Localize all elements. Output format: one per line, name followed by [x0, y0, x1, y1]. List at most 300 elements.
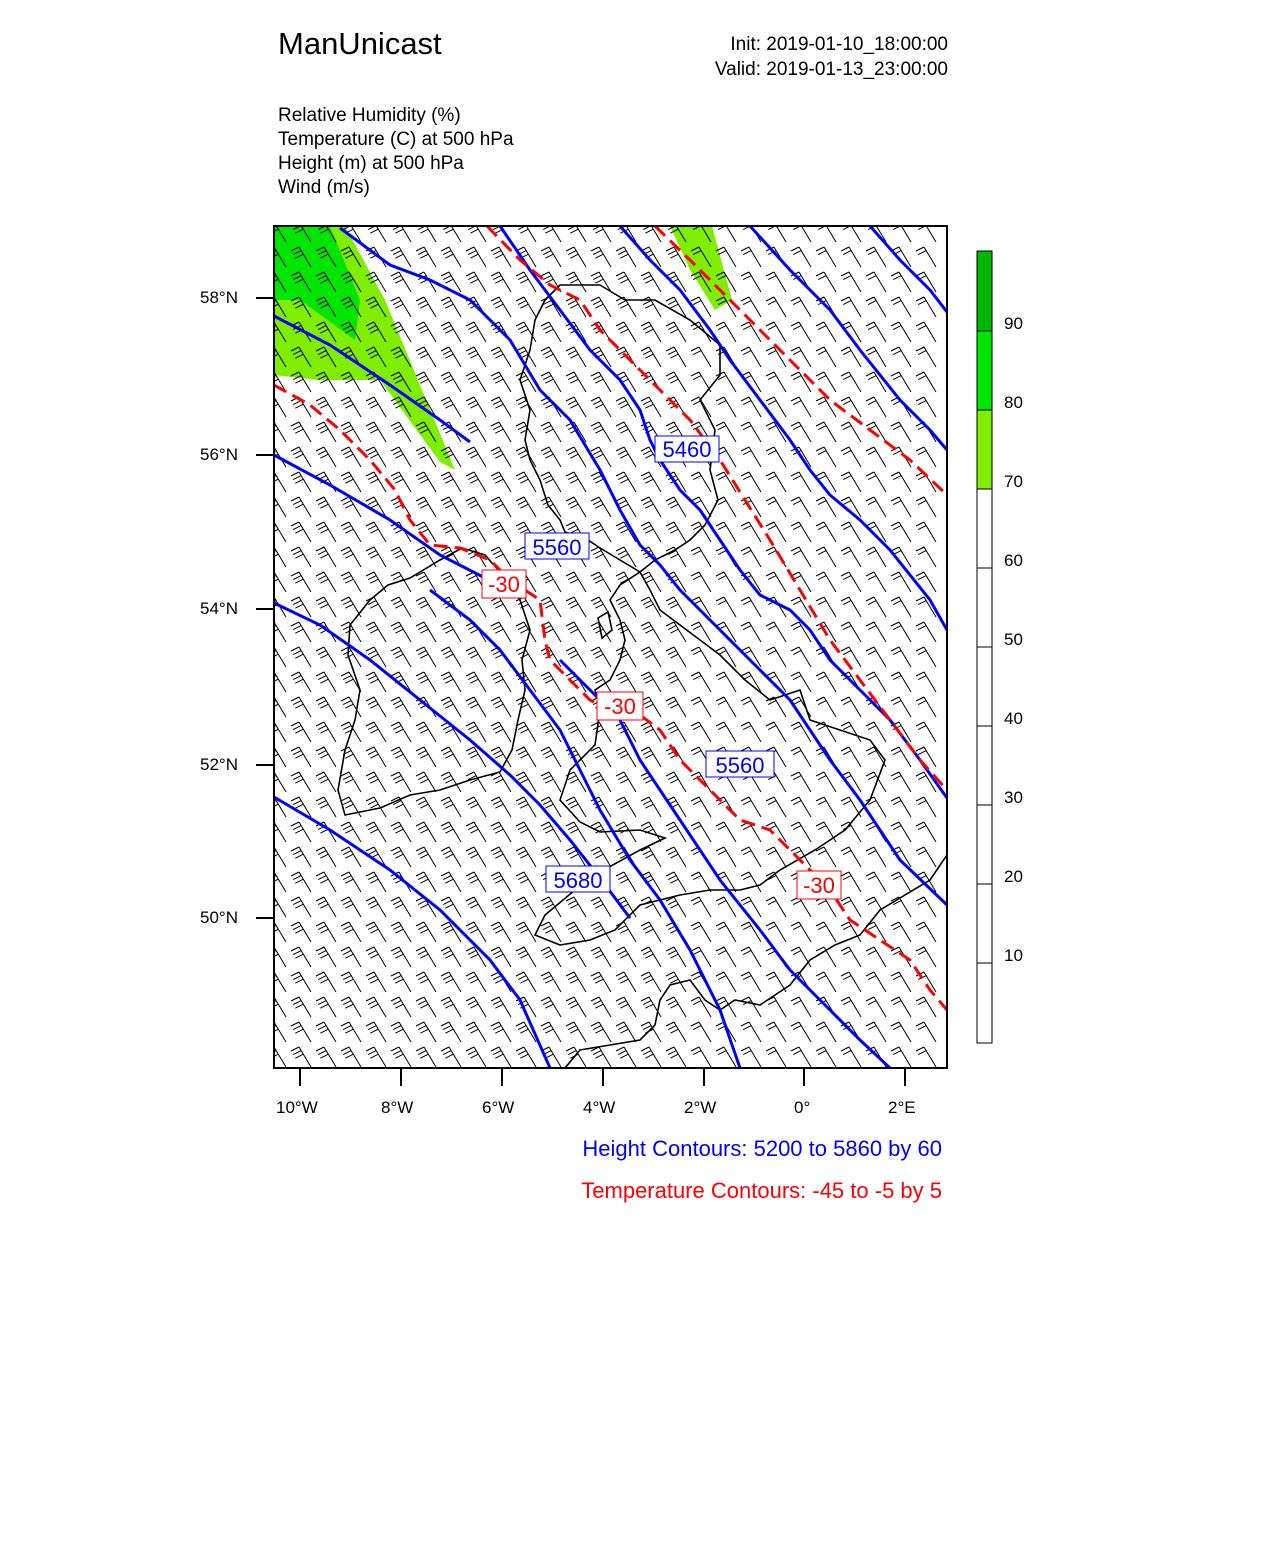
- wind-barb: [691, 647, 711, 667]
- wind-barb: [891, 272, 911, 292]
- wind-barb: [541, 247, 561, 267]
- wind-barb: [266, 497, 286, 517]
- wind-barb: [541, 897, 561, 917]
- wind-barb: [316, 897, 336, 917]
- wind-barb: [591, 547, 611, 567]
- wind-barb: [266, 922, 286, 942]
- wind-barb: [441, 247, 461, 267]
- wind-barb: [566, 947, 586, 967]
- wind-barb: [841, 947, 861, 967]
- wind-barb: [341, 922, 361, 942]
- wind-barb: [866, 322, 886, 342]
- wind-barb: [691, 697, 711, 717]
- wind-barb: [591, 397, 611, 417]
- wind-barb: [916, 697, 936, 717]
- colorbar-label: 80: [1004, 393, 1023, 412]
- wind-barb: [816, 497, 836, 517]
- wind-barb: [516, 597, 536, 617]
- wind-barb: [266, 997, 286, 1017]
- wind-barb: [541, 322, 561, 342]
- wind-barb: [816, 672, 836, 692]
- wind-barb: [591, 247, 611, 267]
- wind-barb: [691, 722, 711, 742]
- colorbar-label: 20: [1004, 867, 1023, 886]
- wind-barb: [416, 597, 436, 617]
- wind-barb: [816, 347, 836, 367]
- wind-barb: [541, 372, 561, 392]
- wind-barb: [591, 372, 611, 392]
- wind-barb: [816, 897, 836, 917]
- wind-barb: [616, 597, 636, 617]
- wind-barb: [466, 597, 486, 617]
- wind-barb: [716, 322, 736, 342]
- wind-barb: [916, 847, 936, 867]
- wind-barb: [366, 897, 386, 917]
- wind-barb: [441, 1047, 461, 1067]
- wind-barb: [666, 872, 686, 892]
- wind-barb: [591, 297, 611, 317]
- wind-barb: [791, 897, 811, 917]
- wind-barb: [866, 297, 886, 317]
- wind-barb: [616, 1047, 636, 1067]
- colorbar-box-90-100: [977, 251, 992, 331]
- wind-barb: [816, 272, 836, 292]
- wind-barb: [891, 797, 911, 817]
- wind-barb: [841, 697, 861, 717]
- wind-barb: [916, 922, 936, 942]
- wind-barb: [491, 797, 511, 817]
- height-label-text: 5460: [662, 437, 712, 462]
- wind-barb: [491, 1047, 511, 1067]
- wind-barb: [366, 1022, 386, 1042]
- wind-barb: [716, 647, 736, 667]
- wind-barb: [841, 547, 861, 567]
- wind-barb: [841, 472, 861, 492]
- wind-barb: [666, 697, 686, 717]
- wind-barb: [541, 572, 561, 592]
- wind-barb: [866, 472, 886, 492]
- wind-barb: [266, 1047, 286, 1067]
- wind-barb: [766, 372, 786, 392]
- wind-barb: [866, 397, 886, 417]
- wind-barb: [291, 722, 311, 742]
- wind-barb: [666, 947, 686, 967]
- wind-barb: [491, 472, 511, 492]
- wind-barb: [866, 997, 886, 1017]
- wind-barb: [441, 997, 461, 1017]
- wind-barb: [691, 922, 711, 942]
- wind-barb: [816, 847, 836, 867]
- wind-barb: [491, 897, 511, 917]
- wind-barb: [741, 322, 761, 342]
- wind-barb: [791, 922, 811, 942]
- wind-barb: [741, 397, 761, 417]
- wind-barb: [891, 672, 911, 692]
- colorbar: [977, 251, 992, 1043]
- wind-barb: [266, 897, 286, 917]
- wind-barb: [566, 622, 586, 642]
- wind-barb: [266, 797, 286, 817]
- wind-barb: [866, 872, 886, 892]
- wind-barb: [341, 547, 361, 567]
- wind-barb: [691, 997, 711, 1017]
- wind-barb: [541, 797, 561, 817]
- wind-barb: [766, 847, 786, 867]
- wind-barb: [391, 822, 411, 842]
- wind-barb: [866, 522, 886, 542]
- wind-barb: [841, 597, 861, 617]
- height-label-text: 5680: [553, 868, 603, 893]
- wind-barb: [891, 822, 911, 842]
- wind-barb: [866, 972, 886, 992]
- wind-barb: [591, 972, 611, 992]
- wind-barb: [741, 647, 761, 667]
- wind-barb: [441, 947, 461, 967]
- height-label: [706, 751, 774, 778]
- wind-barb: [291, 572, 311, 592]
- wind-barb: [366, 972, 386, 992]
- wind-barb: [791, 422, 811, 442]
- wind-barb: [391, 972, 411, 992]
- wind-barb: [741, 697, 761, 717]
- wind-barb: [591, 997, 611, 1017]
- wind-barb: [416, 622, 436, 642]
- colorbar-box-20-30: [977, 805, 992, 884]
- wind-barb: [841, 647, 861, 667]
- wind-barb: [541, 972, 561, 992]
- wind-barb: [791, 947, 811, 967]
- wind-barb: [641, 697, 661, 717]
- wind-barb: [791, 822, 811, 842]
- wind-barb: [316, 947, 336, 967]
- wind-barb: [741, 347, 761, 367]
- wind-barb: [641, 922, 661, 942]
- wind-barb: [916, 997, 936, 1017]
- wind-barb: [316, 872, 336, 892]
- wind-barb: [341, 972, 361, 992]
- wind-barb: [866, 447, 886, 467]
- wind-barb: [316, 547, 336, 567]
- wind-barb: [741, 922, 761, 942]
- wind-barb: [891, 322, 911, 342]
- contour-labels: [482, 436, 841, 899]
- wind-barb: [416, 847, 436, 867]
- lon-label: 0°: [794, 1098, 811, 1117]
- wind-barb: [866, 422, 886, 442]
- wind-barb: [316, 572, 336, 592]
- wind-barb: [366, 697, 386, 717]
- wind-barb: [391, 947, 411, 967]
- wind-barb: [891, 572, 911, 592]
- wind-barb: [841, 522, 861, 542]
- wind-barb: [466, 397, 486, 417]
- wind-barb: [366, 947, 386, 967]
- wind-barb: [591, 447, 611, 467]
- wind-barb: [666, 322, 686, 342]
- wind-barb: [841, 572, 861, 592]
- height-contours-caption: Height Contours: 5200 to 5860 by 60: [582, 1136, 942, 1161]
- wind-barb: [666, 372, 686, 392]
- colorbar-label: 10: [1004, 946, 1023, 965]
- wind-barb: [666, 497, 686, 517]
- wind-barb: [416, 797, 436, 817]
- wind-barb: [791, 847, 811, 867]
- wind-barb: [616, 472, 636, 492]
- wind-barb: [791, 797, 811, 817]
- height-label: [525, 533, 589, 560]
- wind-barb: [441, 972, 461, 992]
- wind-barb: [641, 397, 661, 417]
- wind-barb: [441, 797, 461, 817]
- wind-barb: [841, 822, 861, 842]
- wind-barb: [266, 572, 286, 592]
- wind-barb: [641, 522, 661, 542]
- temperature-label: [797, 871, 841, 899]
- wind-barb: [441, 397, 461, 417]
- wind-barb: [466, 822, 486, 842]
- wind-barb: [441, 372, 461, 392]
- wind-barb: [491, 1022, 511, 1042]
- wind-barb: [291, 672, 311, 692]
- wind-barb: [716, 672, 736, 692]
- wind-barb: [491, 272, 511, 292]
- wind-barb: [516, 297, 536, 317]
- colorbar-label: 40: [1004, 709, 1023, 728]
- wind-barb: [766, 297, 786, 317]
- wind-barb: [566, 972, 586, 992]
- lat-label: 58°N: [200, 288, 238, 307]
- temperature-label: [482, 570, 526, 598]
- wind-barb: [866, 622, 886, 642]
- wind-barb: [816, 597, 836, 617]
- wind-barb: [666, 772, 686, 792]
- lon-label: 4°W: [583, 1098, 616, 1117]
- wind-barb: [516, 622, 536, 642]
- wind-barb: [916, 722, 936, 742]
- wind-barb: [466, 497, 486, 517]
- wind-barb: [691, 472, 711, 492]
- wind-barb: [666, 622, 686, 642]
- wind-barb: [641, 847, 661, 867]
- wind-barb: [316, 722, 336, 742]
- wind-barb: [716, 922, 736, 942]
- wind-barb: [591, 497, 611, 517]
- wind-barb: [541, 997, 561, 1017]
- wind-barb: [391, 722, 411, 742]
- wind-barb: [541, 847, 561, 867]
- wind-barb: [291, 1022, 311, 1042]
- wind-barb: [791, 497, 811, 517]
- wind-barb: [891, 972, 911, 992]
- wind-barb: [916, 647, 936, 667]
- wind-barb: [516, 872, 536, 892]
- wind-barb: [291, 697, 311, 717]
- wind-barb: [916, 1047, 936, 1067]
- wind-barb: [466, 1047, 486, 1067]
- wind-barb: [366, 822, 386, 842]
- wind-barb: [466, 797, 486, 817]
- wind-barb: [691, 547, 711, 567]
- wind-barb: [391, 272, 411, 292]
- wind-barb: [666, 347, 686, 367]
- wind-barb: [691, 897, 711, 917]
- wind-barb: [741, 447, 761, 467]
- height-label: [655, 436, 719, 462]
- wind-barb: [791, 397, 811, 417]
- wind-barb: [916, 1022, 936, 1042]
- wind-barb: [766, 497, 786, 517]
- wind-barb: [866, 672, 886, 692]
- wind-barb: [441, 922, 461, 942]
- wind-barb: [341, 1022, 361, 1042]
- field-label-rh: Relative Humidity (%): [278, 105, 461, 126]
- height-label: [546, 866, 610, 893]
- wind-barb: [891, 747, 911, 767]
- wind-barb: [566, 572, 586, 592]
- wind-barb: [716, 572, 736, 592]
- wind-barb: [891, 647, 911, 667]
- france-coast: [565, 855, 947, 1068]
- wind-barb: [716, 697, 736, 717]
- wind-barb: [841, 272, 861, 292]
- wind-barb: [791, 1047, 811, 1067]
- wind-barb: [391, 997, 411, 1017]
- wind-barb: [466, 672, 486, 692]
- wind-barb: [441, 622, 461, 642]
- wind-barb: [641, 672, 661, 692]
- wind-barb: [466, 247, 486, 267]
- wind-barb: [866, 847, 886, 867]
- wind-barb: [691, 622, 711, 642]
- wind-barb: [291, 422, 311, 442]
- wind-barb: [891, 297, 911, 317]
- wind-barb: [266, 472, 286, 492]
- wind-barb: [366, 722, 386, 742]
- wind-barb: [541, 497, 561, 517]
- wind-barb: [391, 297, 411, 317]
- wind-barb: [491, 422, 511, 442]
- wind-barb: [591, 722, 611, 742]
- wind-barb: [466, 872, 486, 892]
- wind-barb: [416, 747, 436, 767]
- wind-barb: [591, 772, 611, 792]
- wind-barb: [641, 497, 661, 517]
- wind-barb: [366, 472, 386, 492]
- wind-barb: [841, 422, 861, 442]
- wind-barb: [866, 647, 886, 667]
- wind-barb: [266, 972, 286, 992]
- wind-barb: [491, 522, 511, 542]
- wind-barb: [591, 847, 611, 867]
- wind-barb: [616, 1022, 636, 1042]
- wind-barb: [741, 672, 761, 692]
- wind-barb: [741, 947, 761, 967]
- wind-barb: [841, 747, 861, 767]
- wind-barb: [266, 547, 286, 567]
- wind-barb: [916, 522, 936, 542]
- wind-barb: [316, 797, 336, 817]
- wind-barb: [666, 272, 686, 292]
- wind-barb: [816, 322, 836, 342]
- wind-barb: [816, 547, 836, 567]
- wind-barb: [541, 772, 561, 792]
- wind-barb: [416, 347, 436, 367]
- wind-barb: [491, 397, 511, 417]
- wind-barb: [741, 847, 761, 867]
- wind-barb: [466, 947, 486, 967]
- lat-ticks: [256, 298, 274, 918]
- colorbar-box-70-80: [977, 410, 992, 489]
- height-label-text: 5560: [532, 535, 582, 560]
- height-contour: [870, 226, 947, 312]
- wind-barb: [666, 597, 686, 617]
- colorbar-box-0-10: [977, 963, 992, 1043]
- wind-barb: [516, 922, 536, 942]
- wind-barb: [891, 1047, 911, 1067]
- temperature-label: [597, 692, 643, 720]
- wind-barb: [366, 1047, 386, 1067]
- wind-barb: [516, 972, 536, 992]
- wind-barb: [491, 997, 511, 1017]
- wind-barb: [916, 297, 936, 317]
- wind-barb: [816, 797, 836, 817]
- wind-barb: [666, 722, 686, 742]
- wind-barb: [391, 697, 411, 717]
- wind-barb: [666, 672, 686, 692]
- wind-barb: [491, 922, 511, 942]
- wind-barb: [741, 972, 761, 992]
- wind-barb: [466, 347, 486, 367]
- wind-barb: [416, 247, 436, 267]
- wind-barb: [291, 972, 311, 992]
- wind-barb: [766, 647, 786, 667]
- wind-barb: [891, 422, 911, 442]
- wind-barb: [641, 947, 661, 967]
- wind-barb: [591, 1022, 611, 1042]
- wind-barb: [591, 572, 611, 592]
- wind-barb: [791, 1022, 811, 1042]
- wind-barb: [391, 597, 411, 617]
- wind-barb: [866, 247, 886, 267]
- wind-barb: [891, 897, 911, 917]
- wind-barb: [816, 1047, 836, 1067]
- wind-barb: [291, 622, 311, 642]
- wind-barb: [591, 947, 611, 967]
- wind-barb: [816, 1022, 836, 1042]
- wind-barb: [441, 297, 461, 317]
- wind-barb: [416, 672, 436, 692]
- wind-barb: [566, 1022, 586, 1042]
- wind-barb: [916, 322, 936, 342]
- wind-barb: [891, 1022, 911, 1042]
- wind-barb: [766, 572, 786, 592]
- lat-label: 52°N: [200, 755, 238, 774]
- wind-barb: [841, 997, 861, 1017]
- wind-barb: [391, 547, 411, 567]
- wind-barb: [541, 347, 561, 367]
- wind-barb: [516, 472, 536, 492]
- wind-barb: [691, 597, 711, 617]
- wind-barb: [441, 322, 461, 342]
- wind-barb: [691, 522, 711, 542]
- wind-barb: [341, 947, 361, 967]
- colorbar-label: 30: [1004, 788, 1023, 807]
- height-contour: [500, 226, 947, 798]
- lon-ticks: [300, 1068, 905, 1086]
- wind-barb: [316, 747, 336, 767]
- wind-barb: [916, 347, 936, 367]
- temperature-label-text: -30: [604, 694, 636, 719]
